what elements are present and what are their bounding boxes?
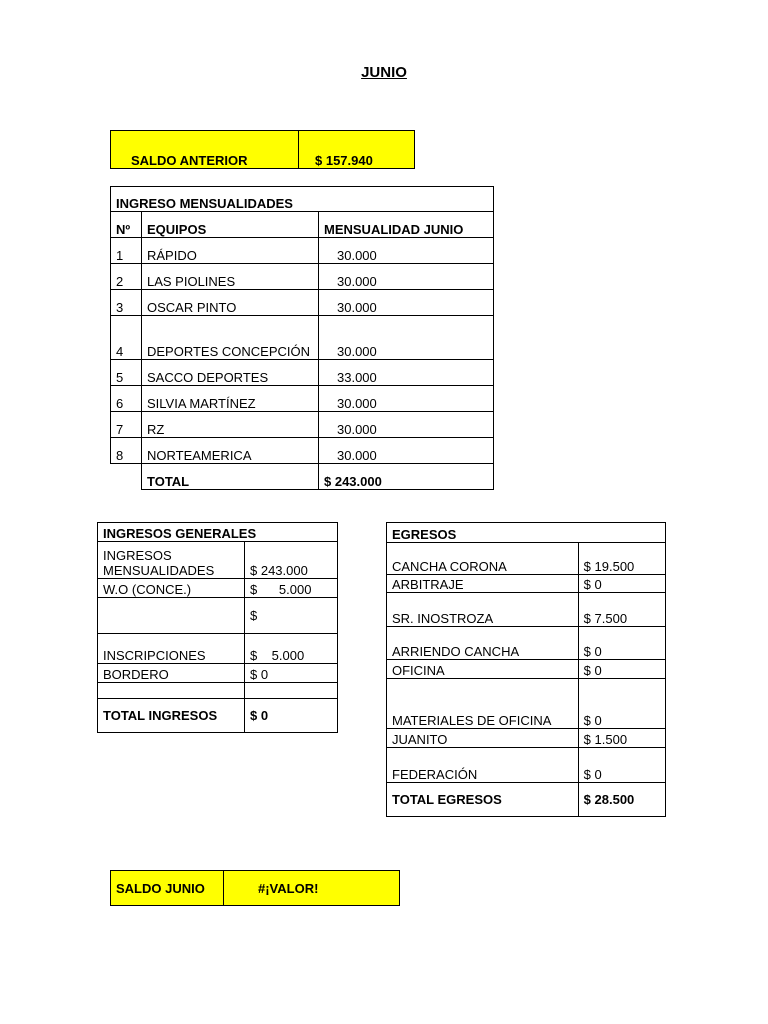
- table-row: [98, 542, 338, 579]
- ingresos-value: $: [245, 598, 338, 634]
- ingresos-label: INGRESOS MENSUALIDADES: [98, 542, 245, 579]
- table-row: [111, 386, 494, 412]
- ingresos-label: W.O (CONCE.): [98, 579, 245, 598]
- table-row: [98, 664, 338, 683]
- egresos-value: $ 1.500: [578, 729, 665, 748]
- saldo-junio-box: [110, 870, 400, 906]
- row-num: 6: [111, 386, 142, 412]
- ingresos-header: INGRESOS GENERALES: [98, 523, 338, 542]
- egresos-table: [386, 522, 666, 817]
- egresos-label: ARRIENDO CANCHA: [387, 627, 579, 660]
- row-team: NORTEAMERICA: [142, 438, 319, 464]
- saldo-junio-value: #¡VALOR!: [224, 871, 400, 906]
- egresos-value: $ 0: [578, 575, 665, 593]
- ingresos-value: $ 5.000: [245, 634, 338, 664]
- egresos-label: ARBITRAJE: [387, 575, 579, 593]
- total-row: [387, 783, 666, 817]
- ingresos-label: INSCRIPCIONES: [98, 634, 245, 664]
- egresos-value: $ 0: [578, 679, 665, 729]
- egresos-label: MATERIALES DE OFICINA: [387, 679, 579, 729]
- table-row: [98, 598, 338, 634]
- table-row: [387, 748, 666, 783]
- row-num: 8: [111, 438, 142, 464]
- ingresos-value: $ 243.000: [245, 542, 338, 579]
- row-amount: 30.000: [319, 316, 494, 360]
- row-team: SACCO DEPORTES: [142, 360, 319, 386]
- egresos-value: $ 0: [578, 660, 665, 679]
- table-row: [387, 679, 666, 729]
- table-row: [98, 683, 338, 699]
- total-egresos-value: $ 28.500: [578, 783, 665, 817]
- table-row: [111, 316, 494, 360]
- egresos-value: $ 0: [578, 627, 665, 660]
- row-team: LAS PIOLINES: [142, 264, 319, 290]
- egresos-header: EGRESOS: [387, 523, 666, 543]
- table-row: [111, 360, 494, 386]
- egresos-label: OFICINA: [387, 660, 579, 679]
- table-row: [387, 575, 666, 593]
- saldo-anterior-label: SALDO ANTERIOR: [111, 131, 299, 169]
- ingresos-label: BORDERO: [98, 664, 245, 683]
- egresos-label: FEDERACIÓN: [387, 748, 579, 783]
- total-spacer: [111, 464, 142, 490]
- row-amount: 30.000: [319, 290, 494, 316]
- table-row: [387, 627, 666, 660]
- table-row: [111, 238, 494, 264]
- saldo-anterior-value: $ 157.940: [299, 131, 415, 169]
- saldo-anterior-box: [110, 130, 415, 169]
- total-value: $ 243.000: [319, 464, 494, 490]
- row-amount: 30.000: [319, 238, 494, 264]
- table-row: [98, 579, 338, 598]
- ingresos-value: $ 0: [245, 664, 338, 683]
- mensualidades-table: [110, 186, 494, 490]
- row-team: RZ: [142, 412, 319, 438]
- total-label: TOTAL: [142, 464, 319, 490]
- total-row: [98, 699, 338, 733]
- ingresos-label: [98, 683, 245, 699]
- row-num: 3: [111, 290, 142, 316]
- total-egresos-label: TOTAL EGRESOS: [387, 783, 579, 817]
- ingresos-label: [98, 598, 245, 634]
- mensualidades-header: INGRESO MENSUALIDADES: [111, 187, 494, 212]
- row-team: OSCAR PINTO: [142, 290, 319, 316]
- col-num-header: Nº: [111, 212, 142, 238]
- row-team: RÁPIDO: [142, 238, 319, 264]
- table-row: [111, 290, 494, 316]
- table-row: [387, 660, 666, 679]
- row-amount: 30.000: [319, 386, 494, 412]
- total-row: [111, 464, 494, 490]
- total-ingresos-value: $ 0: [245, 699, 338, 733]
- row-team: SILVIA MARTÍNEZ: [142, 386, 319, 412]
- col-amount-header: MENSUALIDAD JUNIO: [319, 212, 494, 238]
- ingresos-table: [97, 522, 338, 733]
- total-ingresos-label: TOTAL INGRESOS: [98, 699, 245, 733]
- row-num: 5: [111, 360, 142, 386]
- ingresos-value: $ 5.000: [245, 579, 338, 598]
- page-title: JUNIO: [361, 64, 407, 81]
- table-row: [111, 438, 494, 464]
- egresos-label: JUANITO: [387, 729, 579, 748]
- ingresos-value: [245, 683, 338, 699]
- egresos-value: $ 7.500: [578, 593, 665, 627]
- table-row: [98, 634, 338, 664]
- row-amount: 30.000: [319, 264, 494, 290]
- egresos-value: $ 0: [578, 748, 665, 783]
- table-row: [111, 264, 494, 290]
- egresos-label: CANCHA CORONA: [387, 543, 579, 575]
- table-row: [387, 729, 666, 748]
- row-num: 2: [111, 264, 142, 290]
- col-team-header: EQUIPOS: [142, 212, 319, 238]
- row-num: 1: [111, 238, 142, 264]
- row-amount: 30.000: [319, 438, 494, 464]
- row-team: DEPORTES CONCEPCIÓN: [142, 316, 319, 360]
- table-row: [111, 412, 494, 438]
- egresos-label: SR. INOSTROZA: [387, 593, 579, 627]
- table-row: [387, 593, 666, 627]
- row-num: 7: [111, 412, 142, 438]
- table-row: [387, 543, 666, 575]
- saldo-junio-label: SALDO JUNIO: [111, 871, 224, 906]
- row-amount: 30.000: [319, 412, 494, 438]
- row-num: 4: [111, 316, 142, 360]
- egresos-value: $ 19.500: [578, 543, 665, 575]
- row-amount: 33.000: [319, 360, 494, 386]
